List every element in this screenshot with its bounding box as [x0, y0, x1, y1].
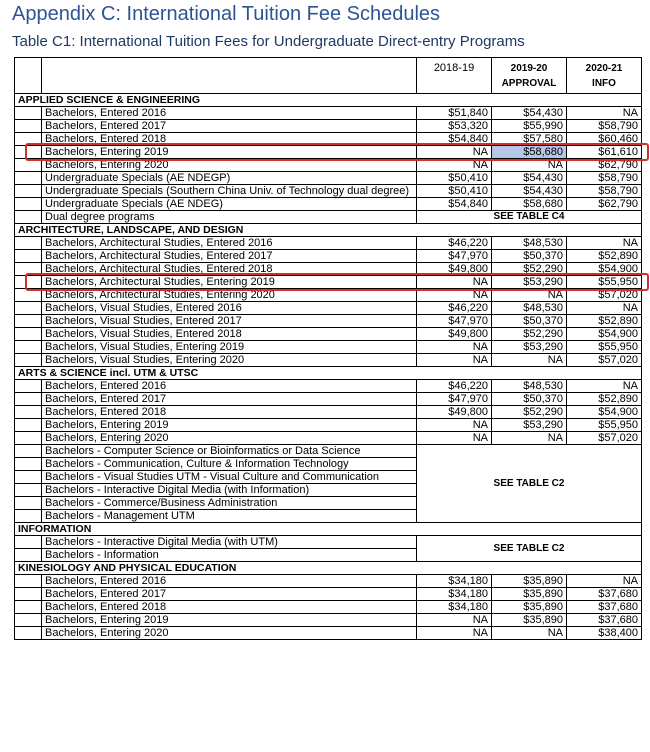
fee-value: $58,680 — [492, 198, 567, 211]
fee-value: NA — [417, 432, 492, 445]
fee-value: $47,970 — [417, 315, 492, 328]
table-title: Table C1: International Tuition Fees for Undergraduate Direct-entry Programs — [12, 33, 525, 50]
row-indent — [15, 549, 42, 562]
table-row — [15, 120, 642, 133]
fee-value: $46,220 — [417, 302, 492, 315]
fee-value: $48,530 — [492, 302, 567, 315]
row-indent — [15, 107, 42, 120]
program-label: Bachelors, Entering 2020 — [42, 627, 417, 640]
section-row — [15, 224, 642, 237]
fee-value: NA — [417, 289, 492, 302]
program-label: Bachelors, Visual Studies, Entered 2016 — [42, 302, 417, 315]
page-title: Appendix C: International Tuition Fee Schedules — [12, 3, 441, 25]
fee-value: $58,790 — [567, 120, 642, 133]
row-indent — [15, 250, 42, 263]
row-indent — [15, 120, 42, 133]
program-label: Bachelors - Interactive Digital Media (with Information) — [42, 484, 417, 497]
fee-value: $47,970 — [417, 393, 492, 406]
table-row — [15, 341, 642, 354]
program-label: Bachelors, Visual Studies, Entering 2020 — [42, 354, 417, 367]
fee-value: $35,890 — [492, 601, 567, 614]
fee-value: $54,840 — [417, 133, 492, 146]
fee-value: $35,890 — [492, 614, 567, 627]
fee-value: $58,790 — [567, 185, 642, 198]
row-indent — [15, 471, 42, 484]
table-row — [15, 315, 642, 328]
fee-value: NA — [417, 627, 492, 640]
table-row — [15, 159, 642, 172]
fee-value: $54,840 — [417, 198, 492, 211]
row-indent — [15, 315, 42, 328]
fee-value: $34,180 — [417, 588, 492, 601]
fee-value: $58,680 — [492, 146, 567, 159]
fee-value: $37,680 — [567, 588, 642, 601]
fee-value: NA — [417, 159, 492, 172]
table-row — [15, 354, 642, 367]
section-heading: APPLIED SCIENCE & ENGINEERING — [15, 94, 642, 107]
program-label: Bachelors, Architectural Studies, Entered 2016 — [42, 237, 417, 250]
program-label: Bachelors, Entered 2018 — [42, 406, 417, 419]
section-heading: ARCHITECTURE, LANDSCAPE, AND DESIGN — [15, 224, 642, 237]
row-indent — [15, 445, 42, 458]
column-header-label: 2019-20 — [510, 63, 548, 74]
fee-value: $52,890 — [567, 250, 642, 263]
fee-value: $50,370 — [492, 315, 567, 328]
column-header-sublabel: APPROVAL — [501, 78, 557, 89]
fee-value: NA — [492, 432, 567, 445]
row-indent — [15, 432, 42, 445]
program-label: Bachelors, Architectural Studies, Entered 2017 — [42, 250, 417, 263]
program-label: Bachelors, Entered 2016 — [42, 107, 417, 120]
row-indent — [15, 328, 42, 341]
fee-value: NA — [567, 237, 642, 250]
row-indent — [15, 185, 42, 198]
row-indent — [15, 601, 42, 614]
fee-value: $60,460 — [567, 133, 642, 146]
program-label: Undergraduate Specials (AE NDEGP) — [42, 172, 417, 185]
fee-value: $51,840 — [417, 107, 492, 120]
column-header-2019-20 — [492, 58, 567, 94]
program-label: Bachelors, Visual Studies, Entered 2017 — [42, 315, 417, 328]
fee-value: $52,290 — [492, 328, 567, 341]
table-row — [15, 146, 642, 159]
row-indent — [15, 146, 42, 159]
table-row — [15, 263, 642, 276]
fee-value: $53,290 — [492, 276, 567, 289]
row-indent — [15, 380, 42, 393]
program-label: Bachelors - Information — [42, 549, 417, 562]
program-label: Bachelors - Management UTM — [42, 510, 417, 523]
table-row — [15, 302, 642, 315]
program-label: Bachelors, Entered 2016 — [42, 575, 417, 588]
program-label: Bachelors, Entering 2020 — [42, 432, 417, 445]
fee-value: $55,950 — [567, 419, 642, 432]
fee-value: $54,900 — [567, 406, 642, 419]
program-label: Bachelors, Visual Studies, Entered 2018 — [42, 328, 417, 341]
row-indent — [15, 159, 42, 172]
row-indent — [15, 276, 42, 289]
see-table-note: SEE TABLE C2 — [417, 445, 642, 523]
fee-value: $50,410 — [417, 185, 492, 198]
row-indent — [15, 393, 42, 406]
header-row — [15, 58, 642, 94]
table-row — [15, 536, 642, 549]
fee-value: $50,370 — [492, 393, 567, 406]
table-row — [15, 237, 642, 250]
section-heading: INFORMATION — [15, 523, 642, 536]
fee-value: $54,900 — [567, 328, 642, 341]
table-row — [15, 627, 642, 640]
fee-value: $35,890 — [492, 575, 567, 588]
column-header-2020-21 — [567, 58, 642, 94]
table-row — [15, 328, 642, 341]
program-label: Bachelors, Entering 2019 — [42, 146, 417, 159]
table-row — [15, 133, 642, 146]
fee-value: $50,410 — [417, 172, 492, 185]
fee-value: $58,790 — [567, 172, 642, 185]
fee-value: $57,020 — [567, 289, 642, 302]
column-header-label: 2018-19 — [433, 62, 475, 74]
program-label: Bachelors, Entered 2018 — [42, 601, 417, 614]
table-row — [15, 432, 642, 445]
program-label: Bachelors, Entering 2019 — [42, 419, 417, 432]
program-label: Bachelors, Architectural Studies, Entering 2019 — [42, 276, 417, 289]
program-label: Bachelors, Entered 2016 — [42, 380, 417, 393]
fee-value: $53,320 — [417, 120, 492, 133]
program-label: Bachelors, Architectural Studies, Entering 2020 — [42, 289, 417, 302]
column-header-sublabel: INFO — [592, 78, 616, 89]
fee-value: NA — [567, 575, 642, 588]
fee-value: NA — [417, 354, 492, 367]
program-label: Bachelors, Entering 2020 — [42, 159, 417, 172]
fee-value: $50,370 — [492, 250, 567, 263]
fee-value: $46,220 — [417, 380, 492, 393]
row-indent — [15, 575, 42, 588]
program-label: Bachelors, Entered 2018 — [42, 133, 417, 146]
program-label: Bachelors, Entering 2019 — [42, 614, 417, 627]
table-row — [15, 445, 642, 458]
row-indent — [15, 458, 42, 471]
table-row — [15, 250, 642, 263]
row-indent — [15, 588, 42, 601]
program-label: Dual degree programs — [42, 211, 417, 224]
fee-value: $61,610 — [567, 146, 642, 159]
program-label: Bachelors - Computer Science or Bioinformatics or Data Science — [42, 445, 417, 458]
program-label: Bachelors - Communication, Culture & Information Technology — [42, 458, 417, 471]
fee-value: $54,430 — [492, 172, 567, 185]
fee-value: $57,020 — [567, 354, 642, 367]
program-label: Undergraduate Specials (Southern China Univ. of Technology dual degree) — [42, 185, 417, 198]
row-indent — [15, 198, 42, 211]
fee-value: $52,890 — [567, 315, 642, 328]
table-row — [15, 575, 642, 588]
row-indent — [15, 614, 42, 627]
column-header-2018-19 — [417, 58, 492, 94]
program-label: Bachelors - Interactive Digital Media (with UTM) — [42, 536, 417, 549]
fee-value: $54,900 — [567, 263, 642, 276]
section-row — [15, 94, 642, 107]
fee-value: $57,020 — [567, 432, 642, 445]
row-indent — [15, 354, 42, 367]
fee-value: $46,220 — [417, 237, 492, 250]
program-label: Bachelors - Visual Studies UTM - Visual Culture and Communication — [42, 471, 417, 484]
program-label: Bachelors, Architectural Studies, Entered 2018 — [42, 263, 417, 276]
fee-value: $37,680 — [567, 614, 642, 627]
table-row — [15, 419, 642, 432]
program-label: Bachelors - Commerce/Business Administration — [42, 497, 417, 510]
row-indent — [15, 497, 42, 510]
program-label: Bachelors, Entered 2017 — [42, 120, 417, 133]
fee-value: $34,180 — [417, 601, 492, 614]
fee-value: NA — [567, 302, 642, 315]
fee-value: $57,580 — [492, 133, 567, 146]
fee-value: $48,530 — [492, 380, 567, 393]
fee-value: NA — [492, 289, 567, 302]
table-row — [15, 211, 642, 224]
fee-value: NA — [417, 341, 492, 354]
fee-value: NA — [567, 107, 642, 120]
program-label: Bachelors, Entered 2017 — [42, 588, 417, 601]
column-header-label: 2020-21 — [585, 63, 623, 74]
fee-value: $38,400 — [567, 627, 642, 640]
table-row — [15, 588, 642, 601]
section-heading: KINESIOLOGY AND PHYSICAL EDUCATION — [15, 562, 642, 575]
fee-value: $53,290 — [492, 341, 567, 354]
fee-value: $55,950 — [567, 276, 642, 289]
header-blank-indent — [15, 58, 42, 94]
tuition-fee-table — [14, 57, 642, 640]
table-row — [15, 276, 642, 289]
table-row — [15, 107, 642, 120]
section-heading: ARTS & SCIENCE incl. UTM & UTSC — [15, 367, 642, 380]
fee-value: NA — [492, 159, 567, 172]
table-row — [15, 601, 642, 614]
fee-value: NA — [492, 354, 567, 367]
row-indent — [15, 341, 42, 354]
section-row — [15, 523, 642, 536]
section-row — [15, 367, 642, 380]
row-indent — [15, 419, 42, 432]
section-row — [15, 562, 642, 575]
table-row — [15, 406, 642, 419]
table-body — [15, 58, 642, 640]
header-blank-label — [42, 58, 417, 94]
table-row — [15, 289, 642, 302]
row-indent — [15, 172, 42, 185]
fee-value: NA — [492, 627, 567, 640]
row-indent — [15, 510, 42, 523]
fee-value: $49,800 — [417, 263, 492, 276]
fee-value: $53,290 — [492, 419, 567, 432]
program-label: Undergraduate Specials (AE NDEG) — [42, 198, 417, 211]
table-row — [15, 185, 642, 198]
fee-value: NA — [417, 419, 492, 432]
fee-value: $62,790 — [567, 159, 642, 172]
row-indent — [15, 211, 42, 224]
fee-value: NA — [417, 614, 492, 627]
fee-value: $48,530 — [492, 237, 567, 250]
table-row — [15, 393, 642, 406]
table-row — [15, 614, 642, 627]
fee-value: $54,430 — [492, 107, 567, 120]
table-row — [15, 172, 642, 185]
see-table-note: SEE TABLE C4 — [417, 211, 642, 224]
fee-value: $47,970 — [417, 250, 492, 263]
fee-value: $34,180 — [417, 575, 492, 588]
fee-value: $49,800 — [417, 406, 492, 419]
row-indent — [15, 133, 42, 146]
fee-value: NA — [417, 146, 492, 159]
fee-value: $52,890 — [567, 393, 642, 406]
row-indent — [15, 289, 42, 302]
row-indent — [15, 263, 42, 276]
see-table-note: SEE TABLE C2 — [417, 536, 642, 562]
fee-value: $54,430 — [492, 185, 567, 198]
fee-value: $35,890 — [492, 588, 567, 601]
fee-value: NA — [567, 380, 642, 393]
fee-value: $55,950 — [567, 341, 642, 354]
table-row — [15, 198, 642, 211]
fee-value: NA — [417, 276, 492, 289]
fee-value: $55,990 — [492, 120, 567, 133]
fee-value: $62,790 — [567, 198, 642, 211]
program-label: Bachelors, Visual Studies, Entering 2019 — [42, 341, 417, 354]
row-indent — [15, 406, 42, 419]
row-indent — [15, 627, 42, 640]
row-indent — [15, 484, 42, 497]
program-label: Bachelors, Entered 2017 — [42, 393, 417, 406]
row-indent — [15, 302, 42, 315]
fee-value: $52,290 — [492, 263, 567, 276]
table-row — [15, 380, 642, 393]
fee-value: $49,800 — [417, 328, 492, 341]
row-indent — [15, 237, 42, 250]
fee-value: $52,290 — [492, 406, 567, 419]
fee-value: $37,680 — [567, 601, 642, 614]
row-indent — [15, 536, 42, 549]
